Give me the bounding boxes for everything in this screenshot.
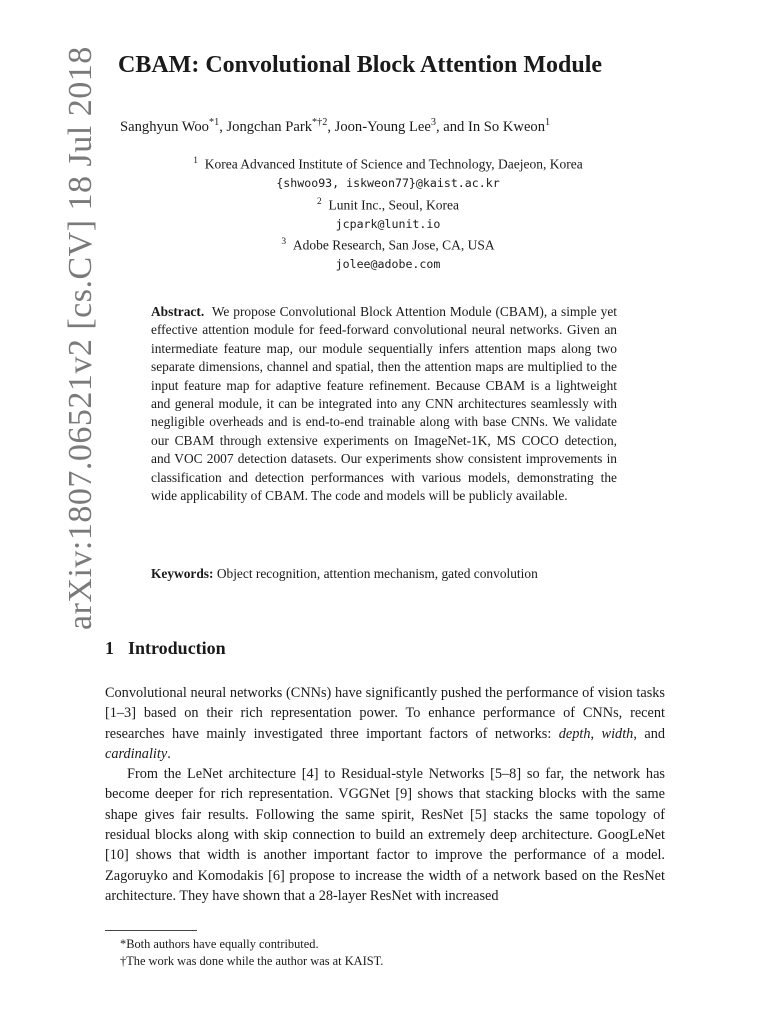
term-depth: depth [558, 725, 591, 742]
author-separator: , [327, 118, 335, 135]
section-title: Introduction [128, 638, 226, 658]
affiliation-email[interactable]: jcpark@lunit.io [335, 216, 441, 231]
footnote-kaist: †The work was done while the author was at KAIST. [120, 954, 384, 968]
footnote-equal-contribution: *Both authors have equally contributed. [120, 937, 319, 951]
author-separator: , and [435, 118, 468, 135]
affiliation-mark: 1 [193, 156, 198, 166]
section-number: 1 [105, 638, 114, 658]
affiliation-mark: 2 [317, 196, 322, 207]
affiliation-line [108, 152, 668, 174]
intro-paragraph-1 [105, 683, 665, 764]
affiliation-institution: Adobe Research, San Jose, CA, USA [292, 237, 495, 253]
footnote-divider [105, 930, 197, 931]
affiliation-email[interactable]: jolee@adobe.com [335, 257, 441, 271]
paper-title: CBAM: Convolutional Block Attention Module [118, 52, 603, 78]
author-name: In So Kweon [468, 118, 546, 135]
affiliation-line [108, 193, 668, 215]
affiliation-institution: Lunit Inc., Seoul, Korea [328, 197, 459, 212]
abstract-label: Abstract. [151, 304, 205, 319]
author-list [120, 117, 680, 136]
abstract [151, 303, 617, 505]
affiliation-email[interactable]: {shwoo93, iskweon77}@kaist.ac.kr [276, 176, 500, 190]
affiliation-institution: Korea Advanced Institute of Science and Technology, Daejeon, Korea [204, 156, 583, 172]
term-cardinality: cardinality [105, 745, 168, 762]
term-separator: , and [633, 725, 665, 742]
affiliation-mark: 3 [281, 237, 287, 247]
intro-paragraph-1-text: Convolutional neural networks (CNNs) have significantly pushed the performance of vision tasks [1–3] based on their rich representation power. To enhance performance of CNNs, recent researches have mainly investigated three important factors of networks: [105, 685, 665, 742]
author-separator: , [219, 118, 227, 135]
author-mark: *1 [208, 117, 220, 128]
author-name: Joon-Young Lee [334, 118, 431, 135]
keywords-label: Keywords: [151, 566, 214, 581]
section-heading [105, 638, 226, 659]
intro-paragraph-2: From the LeNet architecture [4] to Residual-style Networks [5–8] so far, the network has become deeper for rich representation. VGGNet [9] shows that stacking blocks with the same shape gives fair results. Following the same spirit, ResNet [5] stacks the same topology of residual blocks along with skip connection to build an extremely deep architecture. GoogLeNet [10] shows that width is another important factor to improve the performance of a model. Zagoruyko and Komodakis [6] propose to increase the width of a network based on the ResNet architecture. They have shown that a 28-layer ResNet with increased [105, 766, 665, 904]
author-mark: *†2 [312, 117, 328, 128]
author-mark: 3 [430, 117, 436, 128]
affiliation-line [108, 233, 668, 255]
affiliation-block [108, 152, 668, 274]
arxiv-identifier-stamp: arXiv:1807.06521v2 [cs.CV] 18 Jul 2018 [62, 46, 99, 630]
author-name: Sanghyun Woo [120, 118, 209, 135]
introduction-body [105, 683, 665, 906]
author-mark: 1 [545, 117, 551, 128]
keywords [151, 565, 617, 583]
term-width: width [601, 725, 634, 742]
sentence-end: . [167, 745, 171, 762]
keywords-text: Object recognition, attention mechanism, gated convolution [216, 566, 538, 581]
footnotes [120, 936, 660, 970]
abstract-text: We propose Convolutional Block Attention Module (CBAM), a simple yet effective attention module for feed-forward convolutional neural networks. Given an intermediate feature map, our module sequentially infers attention maps along two separate dimensions, channel and spatial, then the attention maps are multiplied to the input feature map for adaptive feature refinement. Because CBAM is a lightweight and general module, it can be integrated into any CNN architectures seamlessly with negligible overheads and is end-to-end trainable along with base CNNs. We validate our CBAM through extensive experiments on ImageNet-1K, MS COCO detection, and VOC 2007 detection datasets. Our experiments show consistent improvements in classification and detection performances with various models, demonstrating the wide applicability of CBAM. The code and models will be publicly available. [151, 304, 617, 504]
author-name: Jongchan Park [226, 118, 313, 135]
term-separator: , [590, 725, 602, 742]
